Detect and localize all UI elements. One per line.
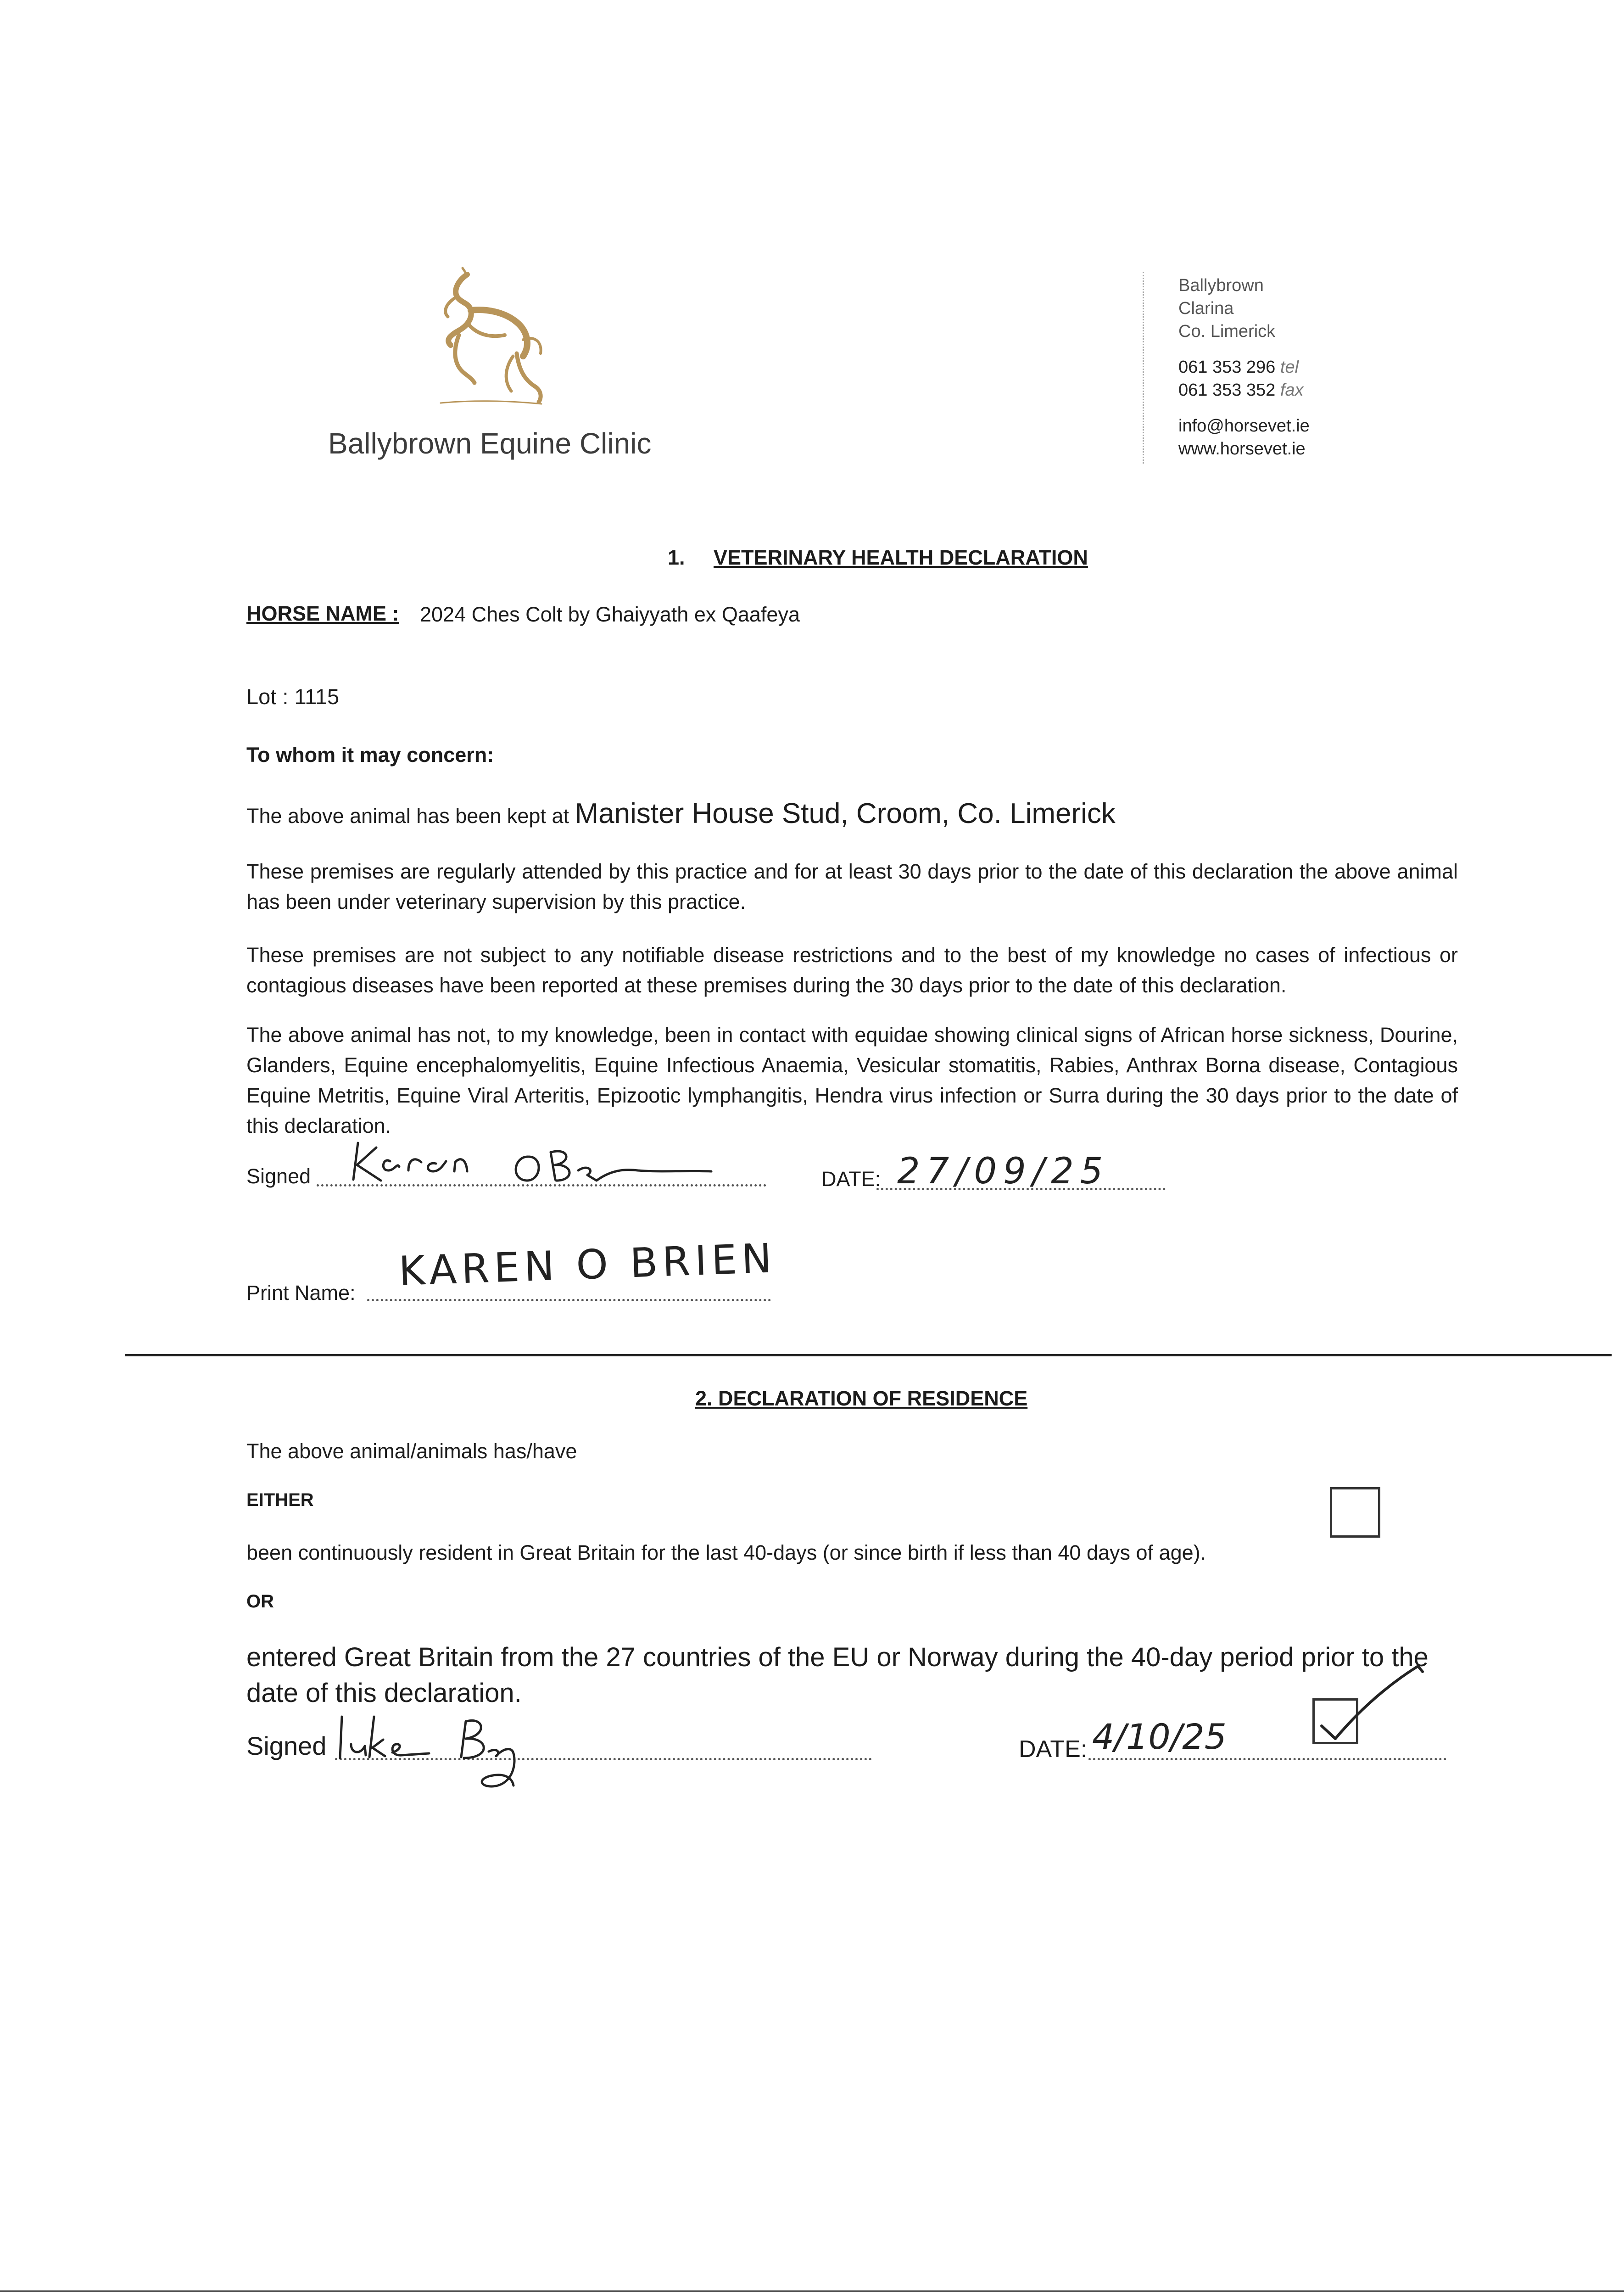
paragraph-diseases: The above animal has not, to my knowledge, been in contact with equidae showing clinical signs of African horse sickness, Dourine, Glanders, Equine encephalomyelitis, Equine Infectious Anaemia, Vesicular stomatitis, Rabies, Anthrax Borna disease, Contagious Equine Metritis, Equine Viral Arteritis, Epizootic lymphangitis, Hendra virus infection or Surra during the 30 days prior to the date of this declaration. — [246, 1023, 1458, 1137]
print-name-label: Print Name: — [246, 1281, 356, 1304]
option1-text: been continuously resident in Great Britain for the last 40-days (or since birth if less than 40 days of age). — [246, 1541, 1206, 1564]
owner-signature — [337, 1707, 567, 1795]
phone-line — [1178, 357, 1299, 378]
date-line-2 — [1088, 1758, 1446, 1760]
header-divider — [1143, 272, 1144, 464]
kept-at-line — [246, 797, 1116, 831]
option2-text: entered Great Britain from the 27 countries of the EU or Norway during the 40-day period prior to the date of this declaration. — [246, 1642, 1429, 1708]
print-name-line — [367, 1299, 771, 1301]
signed-label-1: Signed — [246, 1164, 311, 1188]
print-name-text: KAREN O BRIEN — [398, 1234, 777, 1295]
section1-number: 1. — [668, 546, 685, 569]
horse-name-label: HORSE NAME : — [246, 602, 399, 625]
paragraph-restrictions: These premises are not subject to any notifiable disease restrictions and to the best of my knowledge no cases of infectious or contagious diseases have been reported at these premises during the 30 days prior to the date of this declaration. — [246, 943, 1458, 997]
date-label-1: DATE: — [821, 1167, 881, 1191]
phone-suffix: tel — [1280, 358, 1299, 377]
section-divider — [125, 1354, 1612, 1356]
horse-logo-icon — [427, 266, 551, 413]
fax-number: 061 353 352 — [1178, 381, 1276, 400]
lot-number: Lot : 1115 — [246, 684, 340, 709]
either-label: EITHER — [246, 1490, 314, 1510]
address-line-2: Clarina — [1178, 299, 1234, 318]
or-label: OR — [246, 1591, 274, 1612]
clinic-name: Ballybrown Equine Clinic — [328, 427, 652, 460]
phone-number: 061 353 296 — [1178, 358, 1276, 377]
paragraph-supervision: These premises are regularly attended by this practice and for at least 30 days prior to the date of this declaration the above animal has been under veterinary supervision by this practice. — [246, 860, 1458, 913]
fax-suffix: fax — [1280, 381, 1304, 400]
kept-at-value: Manister House Stud, Croom, Co. Limerick — [575, 798, 1116, 829]
email-address: info@horsevet.ie — [1178, 416, 1310, 436]
option1-checkbox[interactable] — [1330, 1487, 1380, 1538]
horse-name-value: 2024 Ches Colt by Ghaiyyath ex Qaafeya — [420, 603, 800, 626]
vet-date-text: 27/09/25 — [897, 1151, 1110, 1192]
owner-date-text: 4/10/25 — [1092, 1716, 1227, 1757]
vet-date-handwritten — [897, 1151, 1136, 1192]
vet-signature — [340, 1138, 743, 1189]
kept-at-label: The above animal has been kept at — [246, 804, 569, 828]
owner-date-handwritten — [1092, 1707, 1257, 1758]
print-name-handwritten — [398, 1234, 812, 1299]
fax-line — [1178, 380, 1304, 401]
section2-title: 2. DECLARATION OF RESIDENCE — [695, 1387, 1028, 1410]
checkmark-icon — [1312, 1662, 1432, 1744]
section1-title: VETERINARY HEALTH DECLARATION — [714, 546, 1088, 569]
salutation: To whom it may concern: — [246, 743, 494, 767]
address-line-1: Ballybrown — [1178, 276, 1264, 295]
residence-intro: The above animal/animals has/have — [246, 1439, 577, 1463]
website-address: www.horsevet.ie — [1178, 439, 1306, 459]
footer-rule — [0, 2290, 1624, 2292]
date-label-2: DATE: — [1019, 1736, 1088, 1763]
signed-label-2: Signed — [246, 1731, 327, 1760]
address-line-3: Co. Limerick — [1178, 322, 1276, 341]
